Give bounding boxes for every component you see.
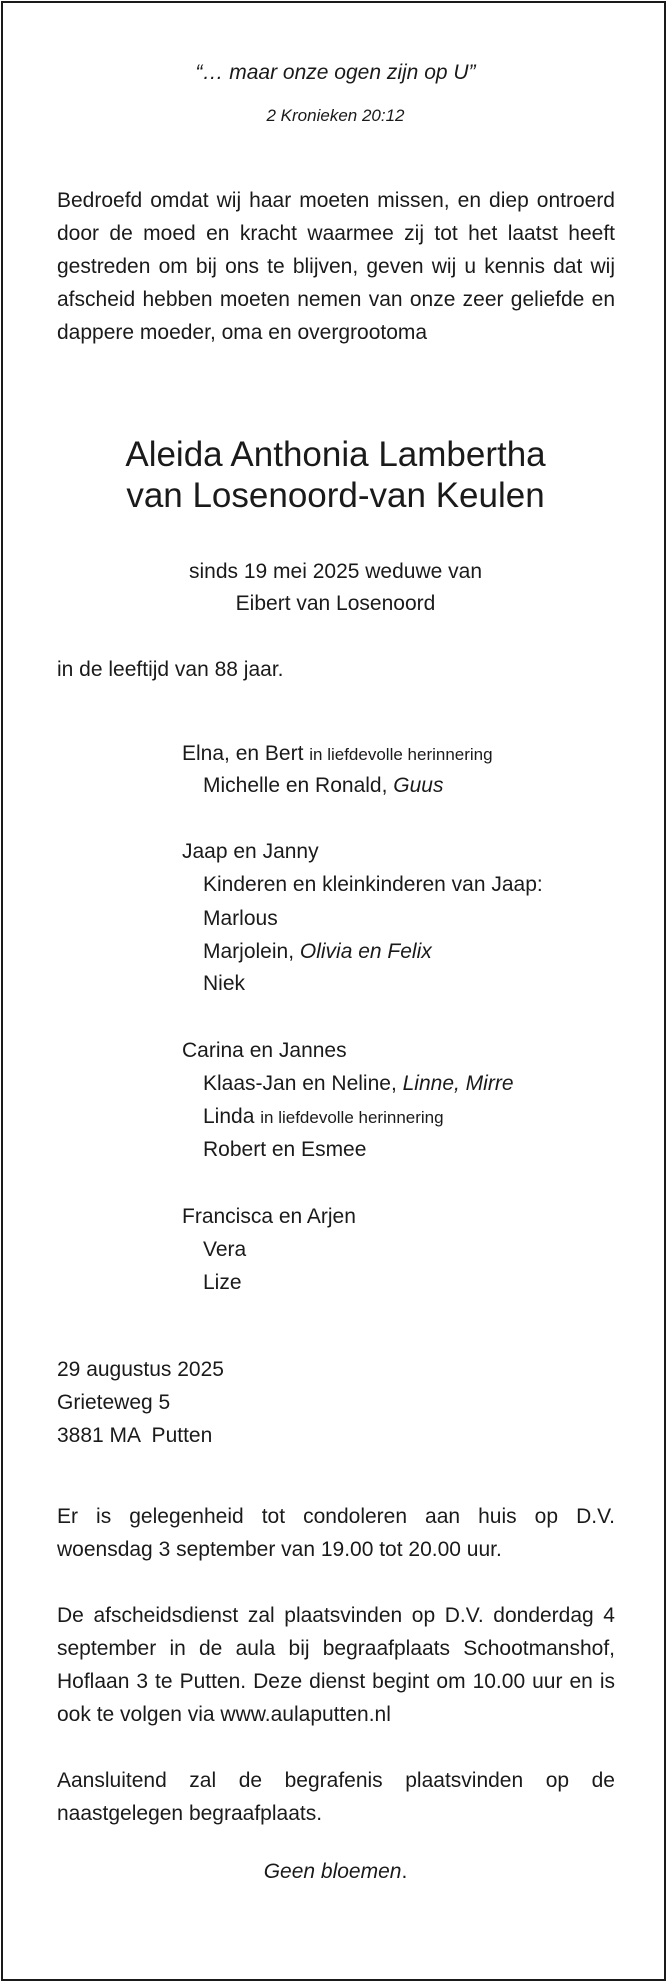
family-child: Marlous [203,907,278,930]
service-paragraph: De afscheidsdienst zal plaatsvinden op D.V. donderdag 4 september in de aula bij begraafplaats Schootmanshof, Hoflaan 3 te Putten. Deze dienst begint om 10.00 uur en is ook te volgen via www.aulaputten.nl [57,1604,615,1726]
family-parent: Jaap en Janny [182,840,319,863]
family-child: Klaas-Jan en Neline, Linne, Mirre [203,1072,514,1095]
family-child: Michelle en Ronald, Guus [203,774,444,797]
family-child: Niek [203,972,246,995]
age-line: in de leeftijd van 88 jaar. [57,658,284,681]
name-line-1: Aleida Anthonia Lambertha [125,435,546,474]
family-parent: Carina en Jannes [182,1039,347,1062]
widow-line-1: sinds 19 mei 2025 weduwe van [188,560,482,583]
address-date: 29 augustus 2025 [57,1358,224,1381]
family-child: Lize [203,1271,242,1294]
family-child: Marjolein, Olivia en Felix [203,940,432,963]
burial-paragraph: Aansluitend zal de begrafenis plaatsvinden op de naastgelegen begraafplaats. [57,1769,615,1825]
widow-info [3,556,668,620]
family-child: Kinderen en kleinkinderen van Jaap: [203,873,543,896]
family-parent: Elna, en Bert in liefdevolle herinnering [182,742,493,765]
flowers-note: Geen bloemen. [263,1860,408,1883]
family-child: Robert en Esmee [203,1138,367,1161]
address-block [57,1353,615,1452]
announcement-frame [1,1,666,1981]
address-street: Grieteweg 5 [57,1391,171,1414]
deceased-name [3,434,668,516]
family-child: Vera [203,1238,247,1261]
condolence-paragraph: Er is gelegenheid tot condoleren aan huis op D.V. woensdag 3 september van 19.00 tot 20.00 uur. [57,1505,615,1561]
family-child: Linda in liefdevolle herinnering [203,1105,444,1128]
name-line-2: van Losenoord-van Keulen [126,476,545,515]
widow-line-2: Eibert van Losenoord [235,592,436,615]
address-city: 3881 MA Putten [57,1424,213,1447]
verse-reference: 2 Kronieken 20:12 [266,106,405,125]
intro-paragraph: Bedroefd omdat wij haar moeten missen, en diep ontroerd door de moed en kracht waarmee zij tot het laatst heeft gestreden om bij ons te blijven, geven wij u kennis dat wij afscheid hebben moeten nemen van onze zeer geliefde en dappere moeder, oma en overgrootoma [57,189,615,344]
family-parent: Francisca en Arjen [182,1205,356,1228]
verse-text: “… maar onze ogen zijn op U” [195,61,476,84]
